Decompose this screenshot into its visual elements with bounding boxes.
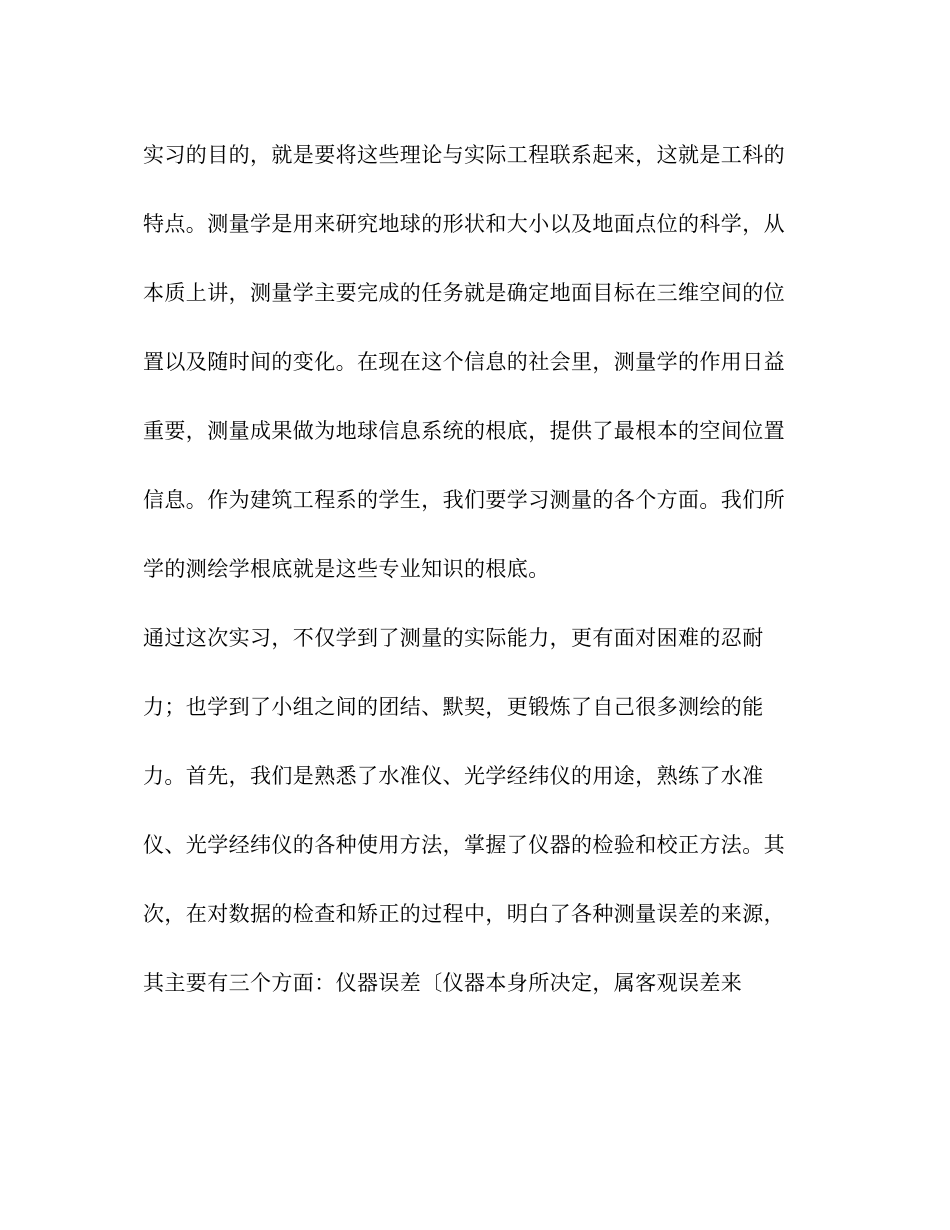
text-line: 特点。测量学是用来研究地球的形状和大小以及地面点位的科学，从	[143, 212, 785, 236]
text-line: 仪、光学经纬仪的各种使用方法，掌握了仪器的检验和校正方法。其	[143, 833, 785, 857]
text-line: 置以及随时间的变化。在现在这个信息的社会里，测量学的作用日益	[143, 350, 785, 374]
text-line: 次，在对数据的检查和矫正的过程中，明白了各种测量误差的来源，	[143, 902, 785, 926]
body-text	[143, 134, 803, 1031]
text-line: 其主要有三个方面：仪器误差〔仪器本身所决定，属客观误差来	[143, 971, 743, 995]
text-line: 通过这次实习，不仅学到了测量的实际能力，更有面对困难的忍耐	[143, 626, 764, 650]
text-line: 学的测绘学根底就是这些专业知识的根底。	[143, 557, 550, 581]
text-line: 力；也学到了小组之间的团结、默契，更锻炼了自己很多测绘的能	[143, 695, 764, 719]
text-line: 重要，测量成果做为地球信息系统的根底，提供了最根本的空间位置	[143, 419, 785, 443]
text-line: 信息。作为建筑工程系的学生，我们要学习测量的各个方面。我们所	[143, 488, 785, 512]
text-line: 本质上讲，测量学主要完成的任务就是确定地面目标在三维空间的位	[143, 281, 785, 305]
text-line: 力。首先，我们是熟悉了水准仪、光学经纬仪的用途，熟练了水准	[143, 764, 764, 788]
text-line: 实习的目的，就是要将这些理论与实际工程联系起来，这就是工科的	[143, 143, 785, 167]
